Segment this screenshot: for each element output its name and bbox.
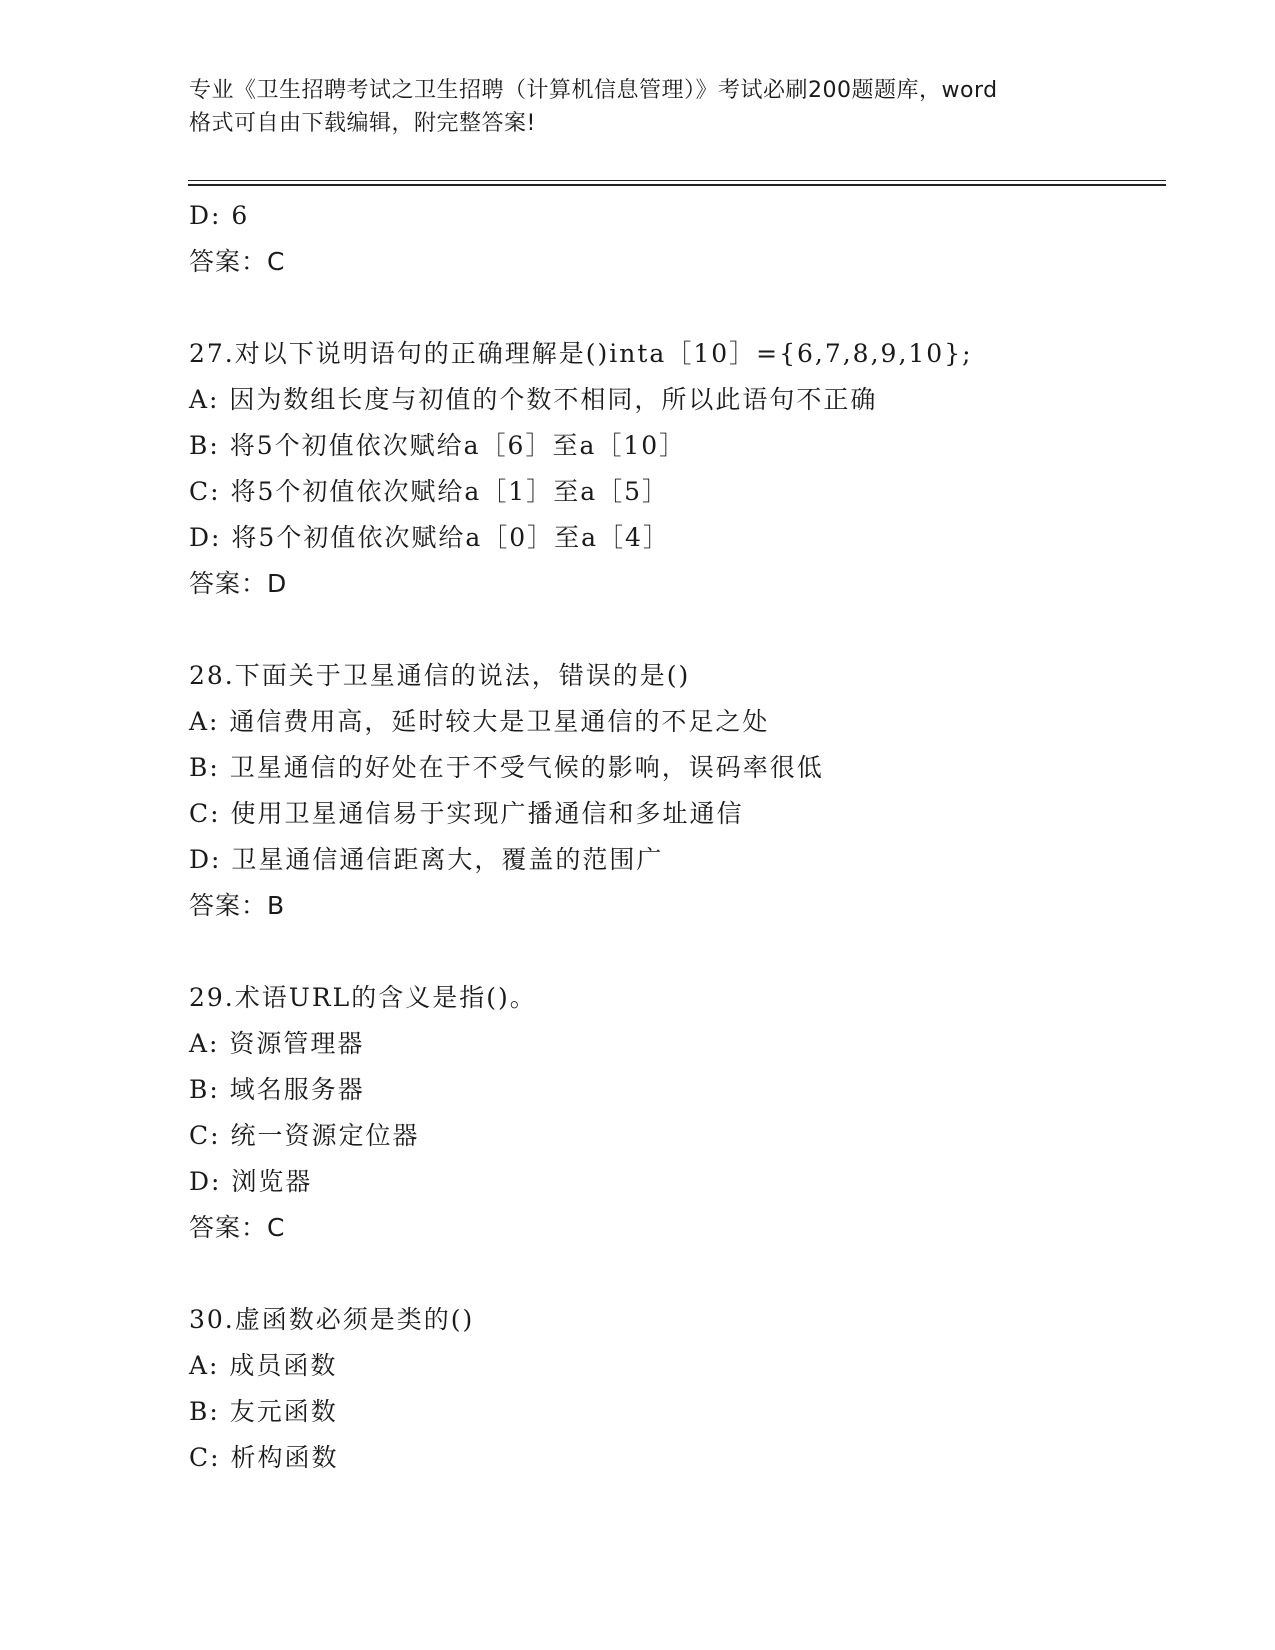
option-c: C: 统一资源定位器: [189, 1121, 420, 1150]
option-d: D: 将5个初值依次赋给a［0］至a［4］: [189, 523, 670, 552]
option-a: A: 通信费用高，延时较大是卫星通信的不足之处: [189, 707, 770, 736]
answer-line: 答案：B: [189, 891, 286, 920]
option-c: C: 使用卫星通信易于实现广播通信和多址通信: [189, 799, 744, 828]
page-header: [189, 74, 1089, 140]
question-stem: 28.下面关于卫星通信的说法，错误的是(): [189, 661, 691, 690]
option-c: C: 将5个初值依次赋给a［1］至a［5］: [189, 477, 670, 506]
option-b: B: 域名服务器: [189, 1075, 365, 1104]
question-28: [189, 653, 1149, 929]
answer-line: 答案：C: [189, 247, 286, 276]
question-stem: 30.虚函数必须是类的(): [189, 1305, 475, 1334]
option-d: D: 6: [189, 201, 250, 230]
header-title-line-2: 格式可自由下载编辑，附完整答案!: [189, 111, 536, 136]
answer-line: 答案：D: [189, 569, 288, 598]
question-stem: 29.术语URL的含义是指()。: [189, 983, 537, 1012]
header-rule-thick: [188, 184, 1166, 186]
option-b: B: 友元函数: [189, 1397, 338, 1426]
previous-question-tail: [189, 193, 1149, 285]
option-a: A: 因为数组长度与初值的个数不相同，所以此语句不正确: [189, 385, 878, 414]
answer-line: 答案：C: [189, 1213, 286, 1242]
option-d: D: 浏览器: [189, 1167, 313, 1196]
option-a: A: 资源管理器: [189, 1029, 365, 1058]
question-27: [189, 331, 1149, 607]
document-body: [189, 193, 1149, 1481]
header-rule-thin: [188, 180, 1166, 181]
header-title-line-1: 专业《卫生招聘考试之卫生招聘（计算机信息管理）》考试必刷200题题库，word: [189, 78, 998, 103]
question-29: [189, 975, 1149, 1251]
question-30: [189, 1297, 1149, 1481]
question-stem: 27.对以下说明语句的正确理解是()inta［10］={6,7,8,9,10};: [189, 339, 973, 368]
option-d: D: 卫星通信通信距离大，覆盖的范围广: [189, 845, 664, 874]
option-b: B: 卫星通信的好处在于不受气候的影响，误码率很低: [189, 753, 824, 782]
option-b: B: 将5个初值依次赋给a［6］至a［10］: [189, 431, 687, 460]
option-c: C: 析构函数: [189, 1443, 339, 1472]
option-a: A: 成员函数: [189, 1351, 338, 1380]
